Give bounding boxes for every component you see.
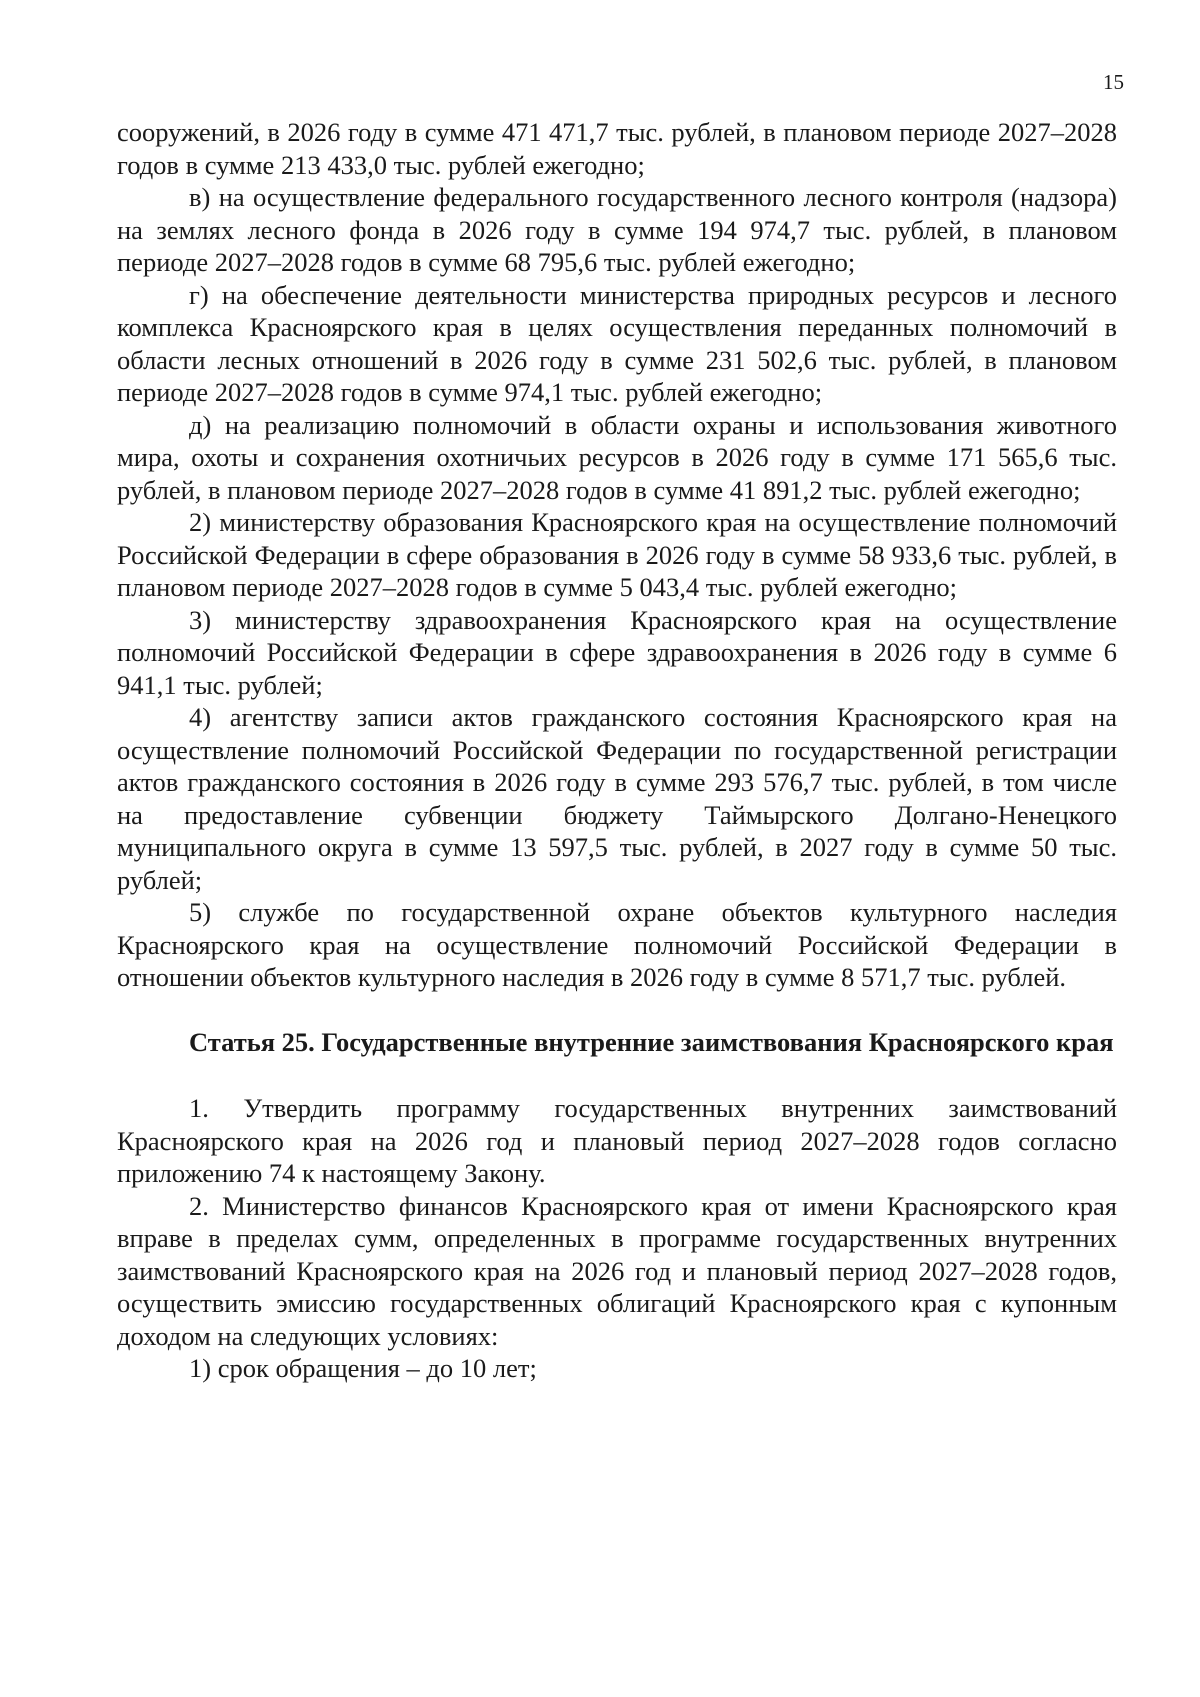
document-body: [117, 116, 1117, 1385]
paragraph: 1. Утвердить программу государственных внутренних заимствований Красноярского края на 2026 год и плановый период 2027–2028 годов согласно приложению 74 к настоящему Закону.: [117, 1093, 1117, 1188]
paragraph: в) на осуществление федерального государственного лесного контроля (надзора) на землях лесного фонда в 2026 году в сумме 194 974,7 тыс. рублей, в плановом периоде 2027–2028 годов в сумме 68 795,6 тыс. рублей ежегодно;: [117, 182, 1117, 277]
article-heading: Статья 25. Государственные внутренние заимствования Красноярского края: [189, 1026, 1114, 1057]
paragraph: 4) агентству записи актов гражданского состояния Красноярского края на осуществление полномочий Российской Федерации по государственной регистрации актов гражданского состояния в 2026 году в сумме 293 576,7 тыс. рублей, в том числе на предоставление субвенции бюджету Таймырского Долгано-Ненецкого муниципального округа в сумме 13 597,5 тыс. рублей, в 2027 году в сумме 50 тыс. рублей;: [117, 702, 1117, 895]
paragraphs-before: [117, 116, 1117, 994]
paragraph: 2) министерству образования Красноярского края на осуществление полномочий Российской Федерации в сфере образования в 2026 году в сумме 58 933,6 тыс. рублей, в плановом периоде 2027–2028 годов в сумме 5 043,4 тыс. рублей ежегодно;: [117, 507, 1117, 602]
paragraph: 2. Министерство финансов Красноярского края от имени Красноярского края вправе в пределах сумм, определенных в программе государственных внутренних заимствований Красноярского края на 2026 год и плановый период 2027–2028 годов, осуществить эмиссию государственных облигаций Красноярского края с купонным доходом на следующих условиях:: [117, 1190, 1117, 1351]
paragraph: сооружений, в 2026 году в сумме 471 471,7 тыс. рублей, в плановом периоде 2027–2028 годов в сумме 213 433,0 тыс. рублей ежегодно;: [117, 117, 1117, 180]
page-number: 15: [1103, 70, 1124, 94]
paragraph: г) на обеспечение деятельности министерства природных ресурсов и лесного комплекса Красноярского края в целях осуществления переданных полномочий в области лесных отношений в 2026 году в сумме 231 502,6 тыс. рублей, в плановом периоде 2027–2028 годов в сумме 974,1 тыс. рублей ежегодно;: [117, 279, 1117, 407]
paragraph: 1) срок обращения – до 10 лет;: [189, 1353, 537, 1383]
paragraphs-after: [117, 1092, 1117, 1385]
paragraph: д) на реализацию полномочий в области охраны и использования животного мира, охоты и сохранения охотничьих ресурсов в 2026 году в сумме 171 565,6 тыс. рублей, в плановом периоде 2027–2028 годов в сумме 41 891,2 тыс. рублей ежегодно;: [117, 409, 1117, 505]
paragraph: 5) службе по государственной охране объектов культурного наследия Красноярского края на осуществление полномочий Российской Федерации в отношении объектов культурного наследия в 2026 году в сумме 8 571,7 тыс. рублей.: [117, 897, 1117, 992]
paragraph: 3) министерству здравоохранения Красноярского края на осуществление полномочий Российской Федерации в сфере здравоохранения в 2026 году в сумме 6 941,1 тыс. рублей;: [117, 604, 1117, 700]
